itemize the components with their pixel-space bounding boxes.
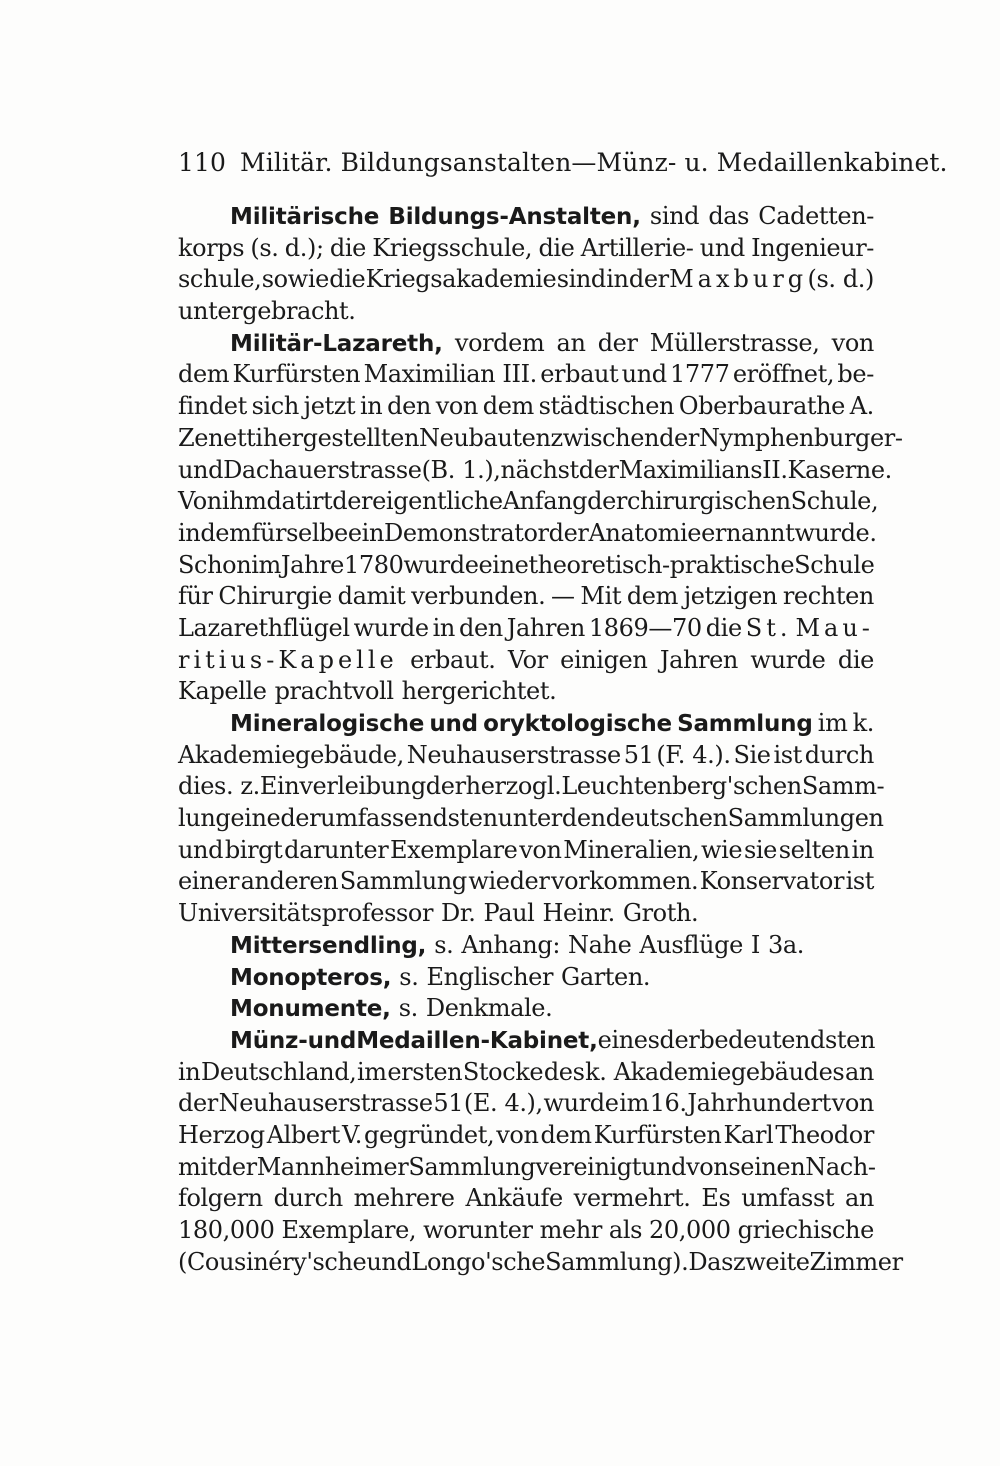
word: Paul xyxy=(483,899,535,928)
word: durch xyxy=(273,1184,343,1213)
text-line xyxy=(178,233,874,265)
text-line xyxy=(178,1215,874,1247)
word: Demonstrator xyxy=(384,518,549,547)
text-line xyxy=(178,1247,903,1279)
word: Schule, xyxy=(790,487,879,516)
entry-heading-word: Mittersendling, xyxy=(230,932,427,959)
word: den xyxy=(458,613,503,642)
text-line xyxy=(178,613,874,645)
word: Denkmale. xyxy=(425,994,553,1023)
word: s. xyxy=(434,930,454,959)
running-header xyxy=(178,148,948,177)
text-line xyxy=(178,708,874,740)
word: d.); xyxy=(284,233,324,262)
word: städtischen xyxy=(538,392,675,421)
text-line xyxy=(178,328,874,360)
entry-heading-word: Monopteros, xyxy=(230,964,392,991)
word: Lazarethflügel xyxy=(178,613,350,642)
word: Neuhauserstrasse xyxy=(218,1089,433,1118)
word: einer xyxy=(178,867,240,896)
word: verbunden. xyxy=(411,582,546,611)
word: sie xyxy=(743,835,777,864)
word: unter xyxy=(497,804,562,833)
word: Konservator xyxy=(699,867,845,896)
word: Zimmer xyxy=(809,1247,903,1276)
word: Schule xyxy=(794,550,875,579)
text-line xyxy=(178,201,874,233)
word: ritius-Kapelle xyxy=(178,645,398,674)
word: Kriegsschule, xyxy=(372,233,533,262)
word: in xyxy=(360,392,383,421)
word: Anhang: xyxy=(461,930,561,959)
word: Zenetti xyxy=(178,423,263,452)
word: eigentliche xyxy=(372,487,503,516)
text-line xyxy=(178,866,874,898)
word: mehrere xyxy=(353,1184,455,1213)
word: in xyxy=(178,1057,201,1086)
word: Jahren xyxy=(506,613,585,642)
word: (s. d.) xyxy=(807,265,874,294)
word: chirurgischen xyxy=(626,487,791,516)
word: II. xyxy=(762,455,788,484)
entry-heading-word: und xyxy=(307,1027,357,1054)
text-line xyxy=(178,455,892,487)
word: Neuhauserstrasse xyxy=(406,740,621,769)
word: wieder xyxy=(468,867,550,896)
word: der xyxy=(659,1025,700,1054)
word: worunter xyxy=(423,1216,533,1244)
word: sowie xyxy=(261,265,329,294)
word: 180,000 xyxy=(178,1216,275,1244)
word: Kapelle xyxy=(178,677,267,706)
word: Jahrhundert xyxy=(687,1089,831,1118)
word: s. xyxy=(398,994,418,1023)
word: wurde xyxy=(750,645,826,674)
word: s. z. xyxy=(214,772,260,801)
word: der xyxy=(280,804,321,833)
word: in xyxy=(606,265,629,294)
word: Sammlung xyxy=(408,1152,536,1181)
page-number: 110 xyxy=(178,148,227,177)
text-line xyxy=(178,771,885,803)
word: im xyxy=(619,1089,649,1118)
text-line xyxy=(178,423,903,455)
text-line xyxy=(178,1088,874,1120)
word: von xyxy=(519,835,562,864)
text-line xyxy=(178,1057,874,1089)
word: gegründet, xyxy=(364,1120,495,1149)
word: die xyxy=(178,772,215,801)
word: in xyxy=(851,835,874,864)
entry-heading-word: und xyxy=(429,711,478,737)
word: Oberbaurathe xyxy=(678,392,845,421)
word: Samm- xyxy=(801,772,885,801)
word: ihm xyxy=(221,487,267,516)
word: wurde xyxy=(403,550,479,579)
word: Mannheimer xyxy=(256,1152,409,1181)
word: sind xyxy=(556,265,606,294)
word: griechische xyxy=(737,1216,874,1244)
word: im xyxy=(817,709,848,737)
entry-heading-word: Sammlung xyxy=(677,711,813,737)
word: Einverleibung xyxy=(259,772,426,801)
word: Dr. xyxy=(441,899,476,928)
word: die xyxy=(538,233,575,262)
word: Stocke xyxy=(462,1057,544,1086)
word: darunter xyxy=(284,835,389,864)
word: rechten xyxy=(782,582,874,611)
word: datirt xyxy=(266,487,333,516)
word: an xyxy=(844,1184,874,1213)
text-line xyxy=(178,1025,874,1057)
word: (s. xyxy=(250,233,279,262)
word: anderen xyxy=(240,867,339,896)
word: der xyxy=(597,328,638,357)
text-line xyxy=(178,550,874,582)
word: ernannt xyxy=(701,518,795,547)
text-line xyxy=(178,835,874,867)
word: lung xyxy=(178,804,231,833)
word: das xyxy=(708,202,750,230)
word: Das xyxy=(688,1247,733,1276)
word: folgern xyxy=(178,1184,263,1213)
word: die xyxy=(329,265,366,294)
word: be- xyxy=(837,360,874,389)
word: der xyxy=(659,423,699,452)
word: Nach- xyxy=(805,1152,876,1181)
word: Theodor xyxy=(775,1120,874,1149)
word: bedeutendsten xyxy=(699,1025,876,1054)
word: sich xyxy=(251,392,299,421)
word: der xyxy=(332,487,373,516)
word: an xyxy=(844,1057,874,1086)
text-line xyxy=(178,581,874,613)
word: Ankäufe xyxy=(465,1184,563,1213)
word: Anatomie xyxy=(588,518,702,547)
text-line xyxy=(178,264,874,296)
word: Mineralien, xyxy=(563,835,700,864)
word: Sammlungen xyxy=(727,804,884,833)
text-line xyxy=(178,518,877,550)
word: Mit xyxy=(580,582,622,611)
word: 51 xyxy=(433,1089,464,1118)
word: und xyxy=(621,360,667,389)
word: der xyxy=(587,487,627,516)
word: wurde xyxy=(543,1089,619,1118)
word: Chirurgie xyxy=(218,582,332,611)
entry-heading-word: Bildungs-Anstalten, xyxy=(388,204,641,230)
word: der xyxy=(578,455,619,484)
word: Herzog xyxy=(178,1120,265,1149)
word: Kurfürsten xyxy=(593,1120,722,1149)
word: hergerichtet. xyxy=(401,677,557,706)
word: 51 xyxy=(623,740,654,769)
word: Vor xyxy=(507,645,548,674)
word: Nahe xyxy=(568,930,632,959)
word: des xyxy=(543,1057,585,1086)
word: selbe xyxy=(286,518,348,547)
entry-heading-word: Militärische xyxy=(230,204,380,230)
word: Von xyxy=(178,487,222,516)
word: wie xyxy=(700,835,743,864)
word: vorkommen. xyxy=(550,867,699,896)
word: k. Akademiegebäudes xyxy=(585,1057,845,1086)
word: s. xyxy=(399,962,419,991)
word: und xyxy=(366,1247,412,1276)
word: Cadetten- xyxy=(758,202,874,230)
word: umfasst xyxy=(741,1184,835,1213)
word: den xyxy=(561,804,606,833)
word: die xyxy=(705,613,742,642)
word: von xyxy=(435,392,478,421)
word: birgt xyxy=(224,835,283,864)
word: (E. 4.), xyxy=(463,1089,543,1118)
word: Albert xyxy=(266,1120,340,1149)
word: mit xyxy=(178,1152,217,1181)
text-line xyxy=(178,486,879,518)
text-line xyxy=(178,1183,874,1215)
entry-heading-word: Münz- xyxy=(230,1027,308,1054)
word: jetzt xyxy=(303,392,356,421)
text-line xyxy=(178,1120,874,1152)
word: 1780 xyxy=(343,550,404,579)
text-line xyxy=(178,645,874,677)
word: Deutschland, xyxy=(200,1057,357,1086)
word: Kurfürsten xyxy=(232,360,361,389)
word: 16. xyxy=(649,1089,687,1118)
word: vordem xyxy=(454,328,545,357)
entry-heading-word: oryktologische xyxy=(483,711,672,737)
text-line xyxy=(178,740,874,772)
word: indem xyxy=(178,518,252,547)
word: Englischer xyxy=(426,962,554,991)
word: als xyxy=(608,1216,643,1244)
word: dem xyxy=(482,392,534,421)
text-line xyxy=(178,993,874,1025)
word: 20,000 xyxy=(649,1216,731,1244)
entry-heading-word: Militär-Lazareth, xyxy=(230,330,443,357)
word: Ausflüge xyxy=(639,930,743,959)
word: der xyxy=(548,518,589,547)
word: nächst xyxy=(500,455,579,484)
word: im xyxy=(357,1057,387,1086)
word: von xyxy=(831,328,874,357)
word: die xyxy=(329,233,366,262)
word: dem xyxy=(178,360,230,389)
word: hergestellten xyxy=(262,423,420,452)
page-body-text xyxy=(178,201,903,1278)
word: Es xyxy=(701,1184,731,1213)
word: dem xyxy=(626,582,678,611)
word: herzogl. xyxy=(465,772,562,801)
word: an xyxy=(556,328,586,357)
entry-heading-word: Mineralogische xyxy=(230,711,425,737)
word: vereinigt xyxy=(535,1152,641,1181)
word: Neubauten xyxy=(419,423,551,452)
word: für xyxy=(178,582,213,611)
word: eine xyxy=(478,550,529,579)
entry-heading-word: Medaillen-Kabinet, xyxy=(356,1027,598,1054)
text-line xyxy=(178,296,874,328)
word: erbaut xyxy=(540,360,619,389)
word: der xyxy=(425,772,466,801)
word: und xyxy=(178,835,224,864)
word: Nymphenburger- xyxy=(698,423,903,452)
word: deutschen xyxy=(605,804,728,833)
word: eröffnet, xyxy=(732,360,835,389)
word: in xyxy=(432,613,455,642)
word: und xyxy=(641,1152,687,1181)
word: der xyxy=(178,1089,218,1118)
word: ist xyxy=(845,867,874,896)
word: St. xyxy=(745,613,792,642)
text-line xyxy=(178,898,874,930)
word: Akademiegebäude, xyxy=(178,740,404,769)
word: Exemplare, xyxy=(281,1216,417,1244)
text-line xyxy=(178,359,874,391)
word: seinen xyxy=(728,1152,806,1181)
word: einigen xyxy=(560,645,648,674)
word: V. xyxy=(342,1120,362,1149)
word: Mau- xyxy=(795,613,874,642)
word: 3a. xyxy=(767,930,804,959)
word: die xyxy=(837,645,874,674)
word: erbaut. xyxy=(410,645,496,674)
word: ist xyxy=(773,740,802,769)
word: Longo'sche xyxy=(411,1247,546,1276)
word: von xyxy=(831,1089,874,1118)
text-line xyxy=(178,803,884,835)
word: eines xyxy=(597,1025,660,1054)
word: (Cousinéry'sche xyxy=(178,1247,367,1276)
word: korps xyxy=(178,233,245,262)
word: — xyxy=(551,582,575,611)
word: untergebracht. xyxy=(178,297,356,326)
word: Kriegsakademie xyxy=(365,265,557,294)
word: eine xyxy=(230,804,281,833)
word: Maximilian III. xyxy=(363,360,537,389)
word: der xyxy=(628,265,669,294)
word: ersten xyxy=(387,1057,463,1086)
word: Leuchtenberg'schen xyxy=(561,772,802,801)
word: Heinr. xyxy=(542,899,615,928)
word: Groth. xyxy=(622,899,699,928)
word: und xyxy=(699,233,745,262)
word: Anfang xyxy=(502,487,588,516)
word: Kaserne. xyxy=(787,455,892,484)
word: 1777 xyxy=(670,360,730,389)
word: für xyxy=(251,518,287,547)
entry-heading-word: Monumente, xyxy=(230,996,391,1023)
text-line xyxy=(178,962,874,994)
word: im xyxy=(251,550,281,579)
word: Dachauerstrasse xyxy=(223,455,422,484)
word: (F. 4.). xyxy=(656,740,731,769)
word: Sammlung xyxy=(339,867,467,896)
word: damit xyxy=(337,582,406,611)
word: I xyxy=(750,930,760,959)
word: A. xyxy=(849,392,874,421)
word: der xyxy=(216,1152,257,1181)
word: von xyxy=(496,1120,539,1149)
word: durch xyxy=(804,740,874,769)
word: wurde. xyxy=(794,518,877,547)
word: Karl xyxy=(723,1120,774,1149)
word: Müllerstrasse, xyxy=(649,328,820,357)
word: zweite xyxy=(733,1247,810,1276)
word: schule, xyxy=(178,265,262,294)
word: wurde xyxy=(353,613,429,642)
word: Jahren xyxy=(659,645,738,674)
word: findet xyxy=(178,392,247,421)
word: theoretisch-praktische xyxy=(528,550,795,579)
text-line xyxy=(178,930,874,962)
word: Universitätsprofessor xyxy=(178,899,434,928)
word: Sie xyxy=(733,740,771,769)
word: k. xyxy=(852,709,874,737)
word: Artillerie- xyxy=(580,233,694,262)
word: Sammlung). xyxy=(545,1247,689,1276)
word: Schon xyxy=(178,550,252,579)
word: 1869—70 xyxy=(588,613,702,642)
word: vermehrt. xyxy=(573,1184,691,1213)
word: zwischen xyxy=(550,423,660,452)
word: (B. 1.), xyxy=(421,455,501,484)
running-title: Militär. Bildungsanstalten—Münz- u. Medaillenkabinet. xyxy=(240,148,948,177)
word: prachtvoll xyxy=(274,677,394,706)
word: mehr xyxy=(539,1216,602,1244)
word: Maxburg xyxy=(669,265,808,294)
text-line xyxy=(178,391,874,423)
word: Maximilians xyxy=(618,455,763,484)
word: selten xyxy=(778,835,850,864)
word: Garten. xyxy=(561,962,651,991)
word: und xyxy=(178,455,224,484)
word: Ingenieur- xyxy=(751,233,874,262)
word: den xyxy=(387,392,431,421)
word: jetzigen xyxy=(683,582,778,611)
text-line xyxy=(178,1152,874,1184)
word: Jahre xyxy=(280,550,344,579)
text-line xyxy=(178,676,874,708)
word: ein xyxy=(347,518,384,547)
word: umfassendsten xyxy=(320,804,498,833)
word: von xyxy=(686,1152,729,1181)
word: dem xyxy=(540,1120,592,1149)
word: Exemplare xyxy=(390,835,518,864)
word: sind xyxy=(649,202,700,230)
